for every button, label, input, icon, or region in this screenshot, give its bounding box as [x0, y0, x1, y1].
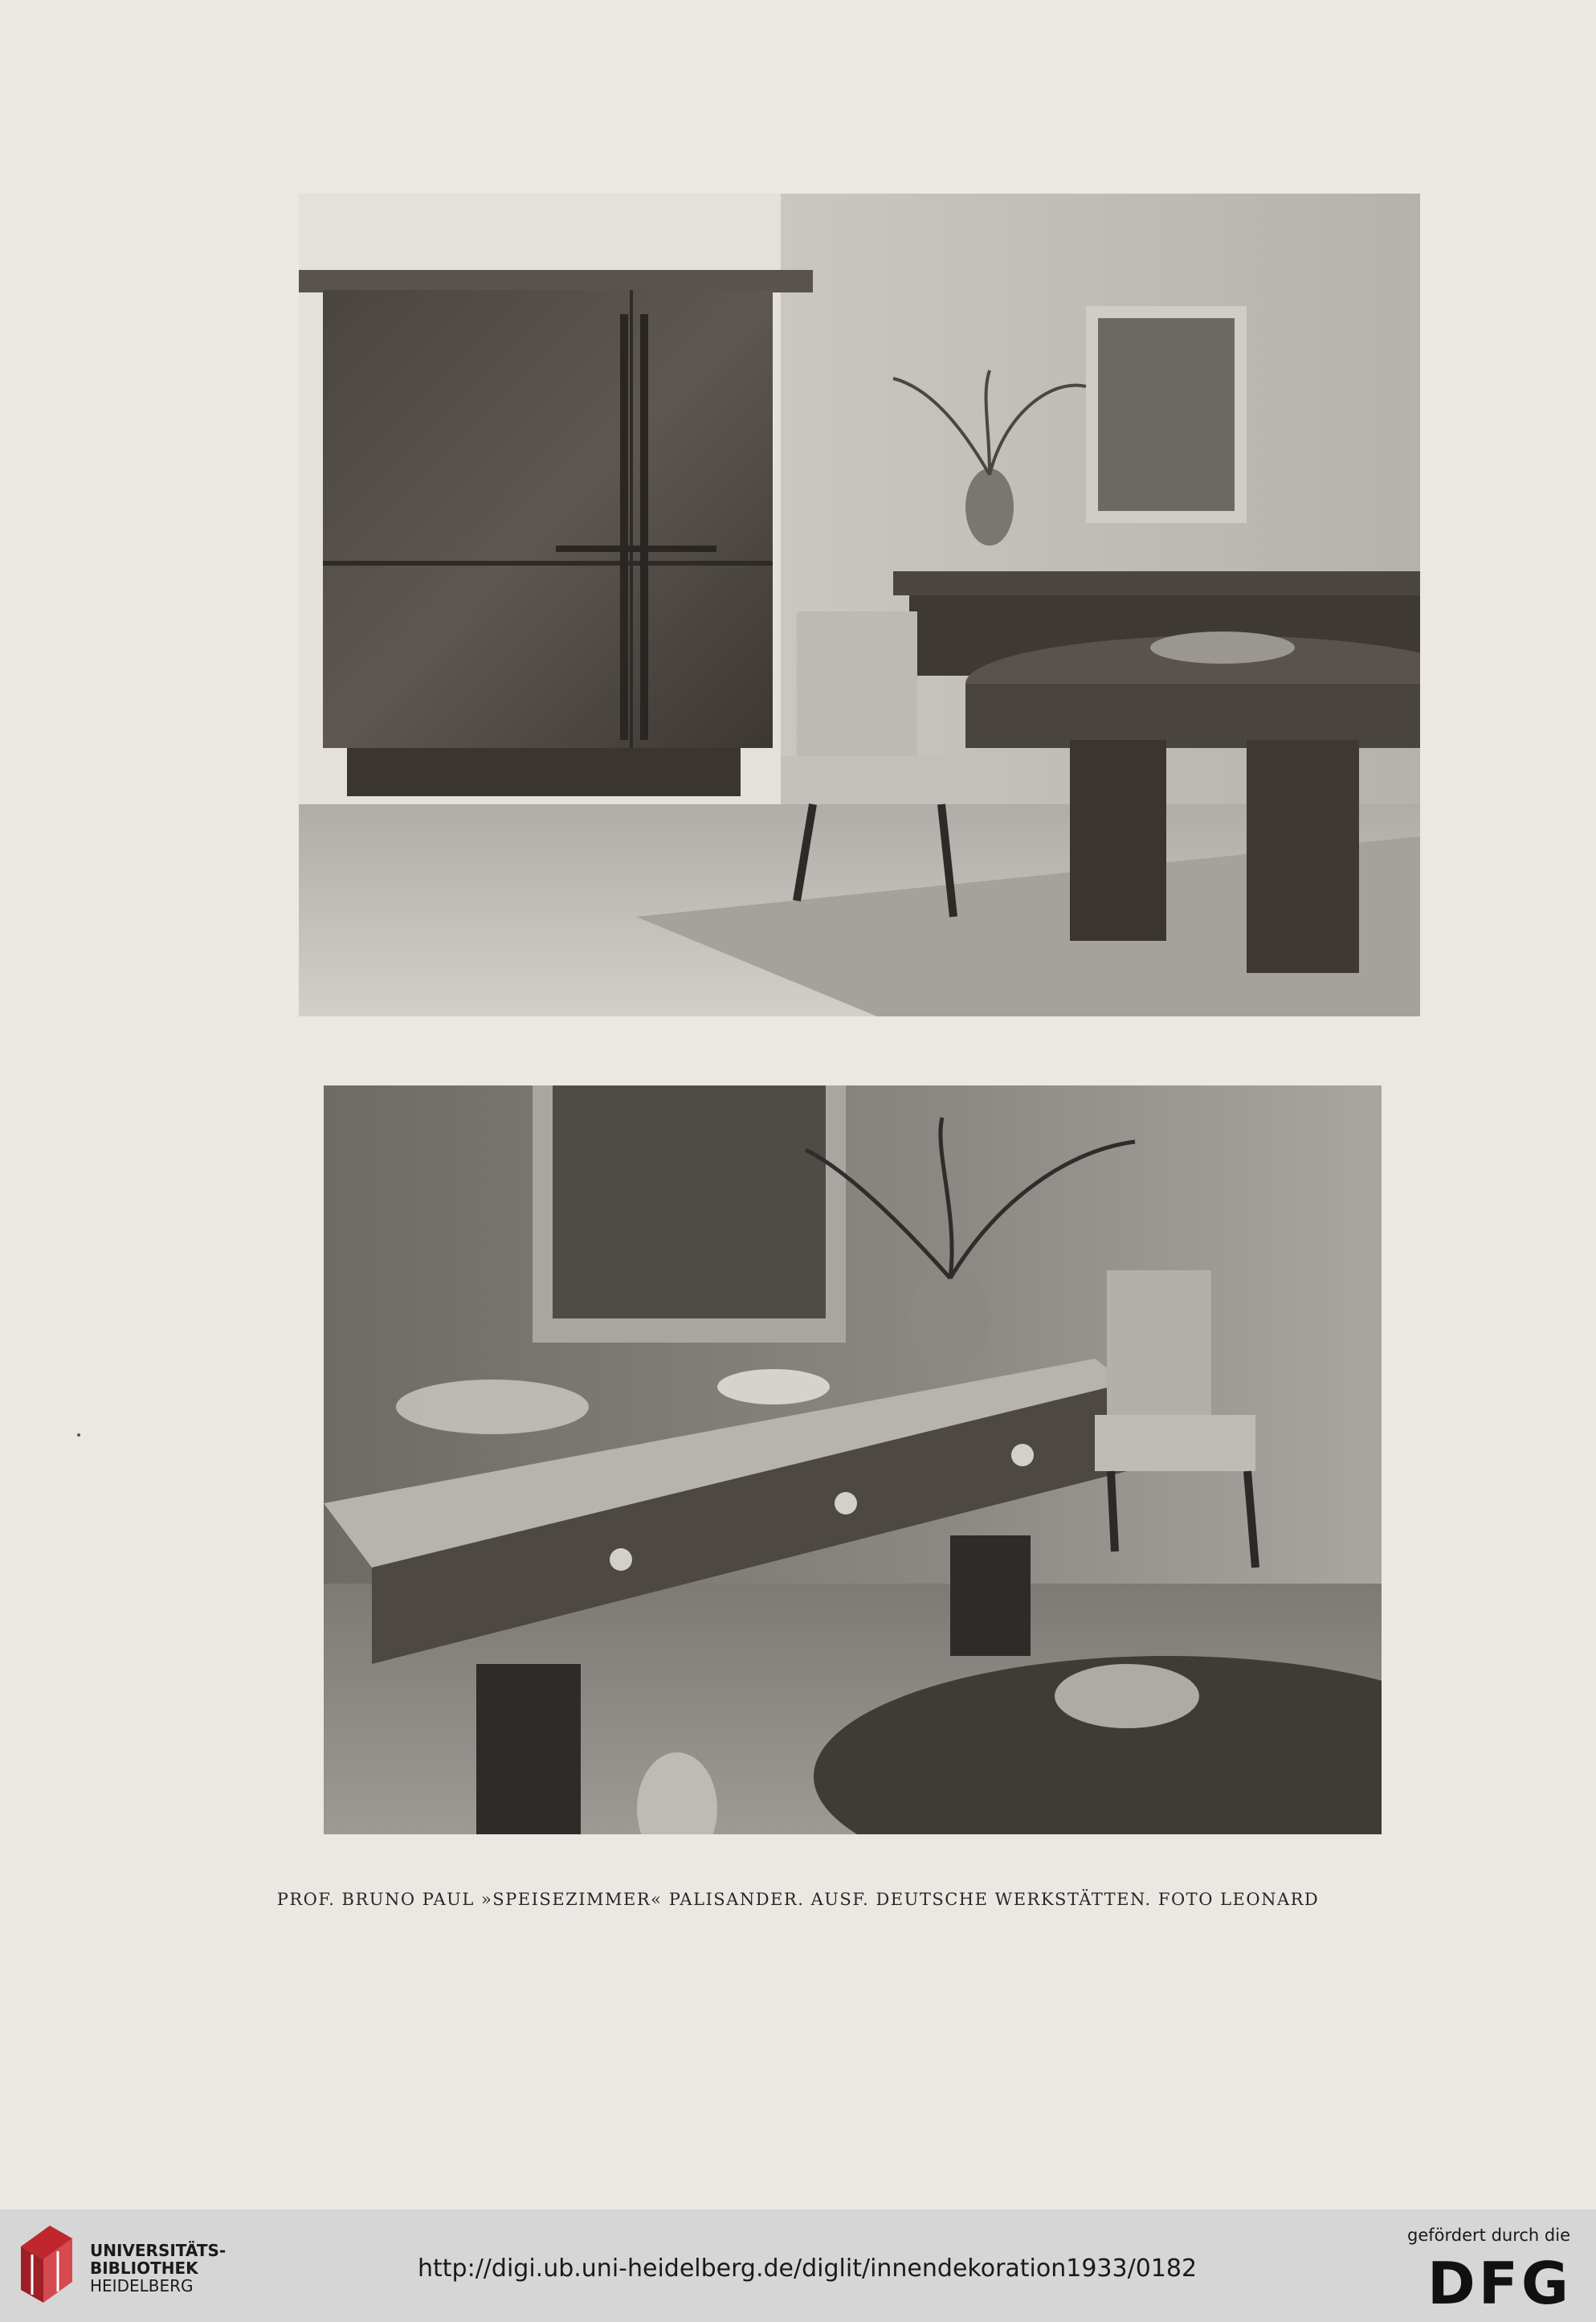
library-name [90, 2242, 226, 2295]
library-name-line2: BIBLIOTHEK [90, 2259, 198, 2278]
permalink-url[interactable]: http://digi.ub.uni-heidelberg.de/diglit/innendekoration1933/0182 [418, 2255, 1198, 2283]
photo-cabinet-illustration [299, 194, 1420, 1016]
photo-sideboard-illustration [324, 1085, 1382, 1834]
library-name-line3: HEIDELBERG [90, 2276, 194, 2295]
library-name-line1: UNIVERSITÄTS- [90, 2241, 227, 2260]
ub-heidelberg-logo-icon [18, 2222, 76, 2306]
paper-speck [77, 1433, 80, 1437]
photo-sideboard [324, 1085, 1382, 1834]
digitization-footer [0, 2210, 1596, 2322]
dfg-logo: DFG [1427, 2250, 1572, 2317]
funding-label: gefördert durch die [1407, 2226, 1570, 2245]
photo-dining-room-cabinet [299, 194, 1420, 1016]
photo-caption: PROF. BRUNO PAUL »SPEISEZIMMER« PALISANDER. AUSF. DEUTSCHE WERKSTÄTTEN. FOTO LEONARD [276, 1890, 1320, 1909]
